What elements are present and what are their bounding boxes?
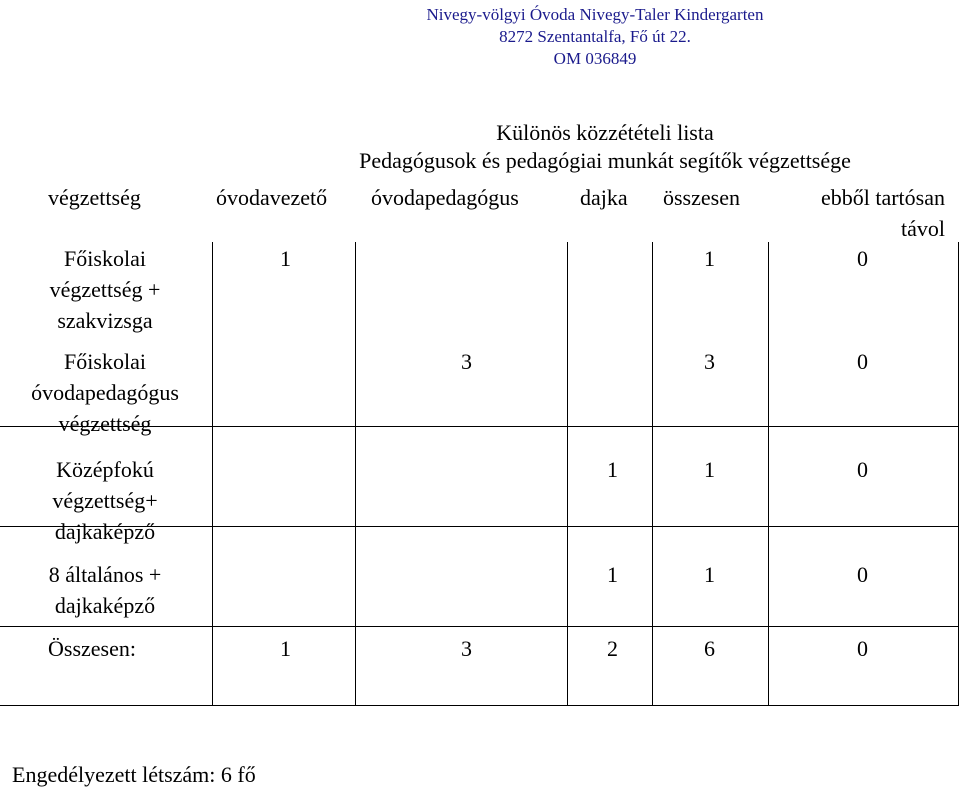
column-divider [212,242,213,706]
cell-tavol: 0 [857,349,868,374]
row-label: 8 általános + dajkaképző [48,562,162,618]
total-osszesen: 6 [704,636,715,661]
total-tavol: 0 [857,636,868,661]
cell-osszesen: 1 [704,457,715,482]
column-divider [567,242,568,706]
column-divider [768,242,769,706]
header-ovodavezeto: óvodavezető [216,185,328,210]
institution-address: 8272 Szentantalfa, Fő út 22. [499,27,691,46]
column-divider [652,242,653,706]
header-tartosan-tavol [780,182,945,244]
header-tartosan-tavol-line1: ebből tartósan [820,185,945,210]
institution-header [340,4,850,70]
cell-tavol: 0 [857,457,868,482]
page-title: Különös közzétételi lista [496,120,714,145]
total-label: Összesen: [48,636,136,661]
cell-osszesen: 3 [704,349,715,374]
column-divider [355,242,356,706]
cell-dajka: 1 [607,457,618,482]
header-dajka: dajka [580,185,628,210]
row-divider [0,626,959,627]
row-label: Középfokú végzettség+ dajkaképző [52,457,158,544]
approved-headcount: Engedélyezett létszám: 6 fő [12,762,256,787]
title-block [250,119,960,175]
header-tartosan-tavol-line2: távol [901,216,945,241]
cell-dajka: 1 [607,562,618,587]
total-dajka: 2 [607,636,618,661]
table-right-border [958,242,959,706]
page-subtitle: Pedagógusok és pedagógiai munkát segítők végzettsége [359,148,851,173]
cell-osszesen: 1 [704,246,715,271]
header-vegzettseg: végzettség [48,185,141,210]
total-ovodapedagogus: 3 [461,636,472,661]
institution-name: Nivegy-völgyi Óvoda Nivegy-Taler Kindergarten [426,5,764,24]
header-ovodapedagogus: óvodapedagógus [371,185,519,210]
staff-qualification-table [0,180,959,706]
institution-om-code: OM 036849 [553,49,637,68]
cell-tavol: 0 [857,562,868,587]
cell-ovodapedagogus: 3 [461,349,472,374]
cell-osszesen: 1 [704,562,715,587]
total-ovodavezeto: 1 [280,636,291,661]
cell-tavol: 0 [857,246,868,271]
row-divider [0,180,959,181]
header-osszesen: összesen [663,185,740,210]
cell-ovodavezeto: 1 [280,246,291,271]
table-bottom-border [0,705,959,706]
row-label: Főiskolai óvodapedagógus végzettség [31,349,179,436]
row-label: Főiskolai végzettség + szakvizsga [49,246,161,333]
